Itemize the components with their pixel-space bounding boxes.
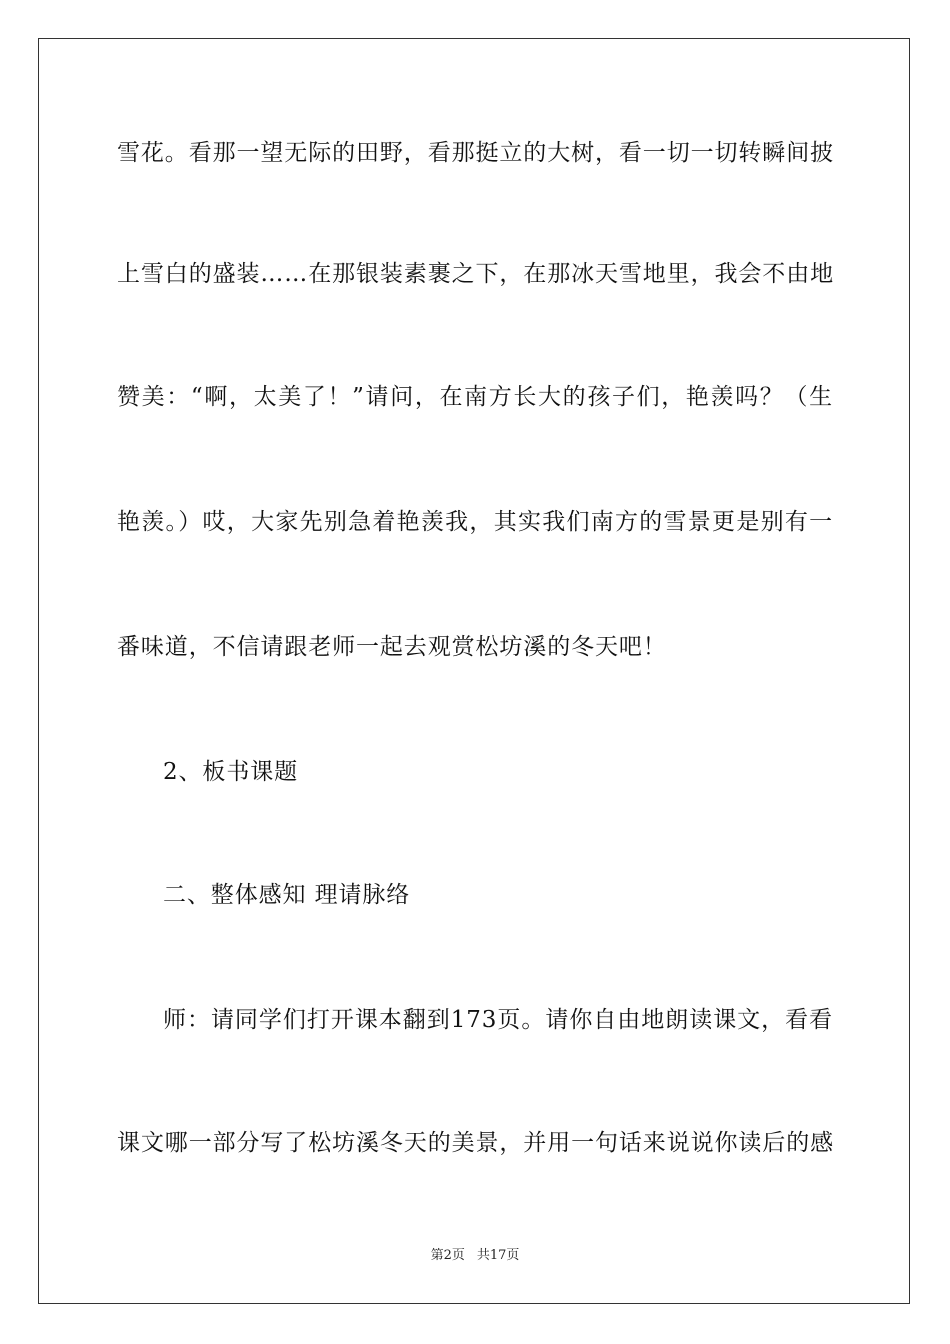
paragraph-line: 赞美：“啊，太美了！”请问，在南方长大的孩子们，艳羡吗？（生 [117, 384, 833, 410]
section-heading: 二、整体感知 理请脉络 [163, 882, 411, 908]
page-total: 共17页 [476, 1248, 520, 1263]
paragraph-line: 艳羡。）哎，大家先别急着艳羡我，其实我们南方的雪景更是别有一 [117, 509, 833, 535]
page-number: 第2页 [430, 1248, 465, 1263]
paragraph-line: 番味道，不信请跟老师一起去观赏松坊溪的冬天吧！ [117, 634, 667, 660]
paragraph-line: 上雪白的盛装……在那银装素裹之下，在那冰天雪地里，我会不由地 [117, 261, 834, 287]
paragraph-line: 雪花。看那一望无际的田野，看那挺立的大树，看一切一切转瞬间披 [117, 140, 834, 166]
paragraph-line: 课文哪一部分写了松坊溪冬天的美景，并用一句话来说说你读后的感 [117, 1130, 834, 1156]
page-border [38, 38, 910, 1304]
paragraph-line: 师：请同学们打开课本翻到173页。请你自由地朗读课文，看看 [163, 1007, 833, 1033]
section-heading: 2、板书课题 [163, 759, 299, 785]
page-footer [0, 1247, 950, 1265]
